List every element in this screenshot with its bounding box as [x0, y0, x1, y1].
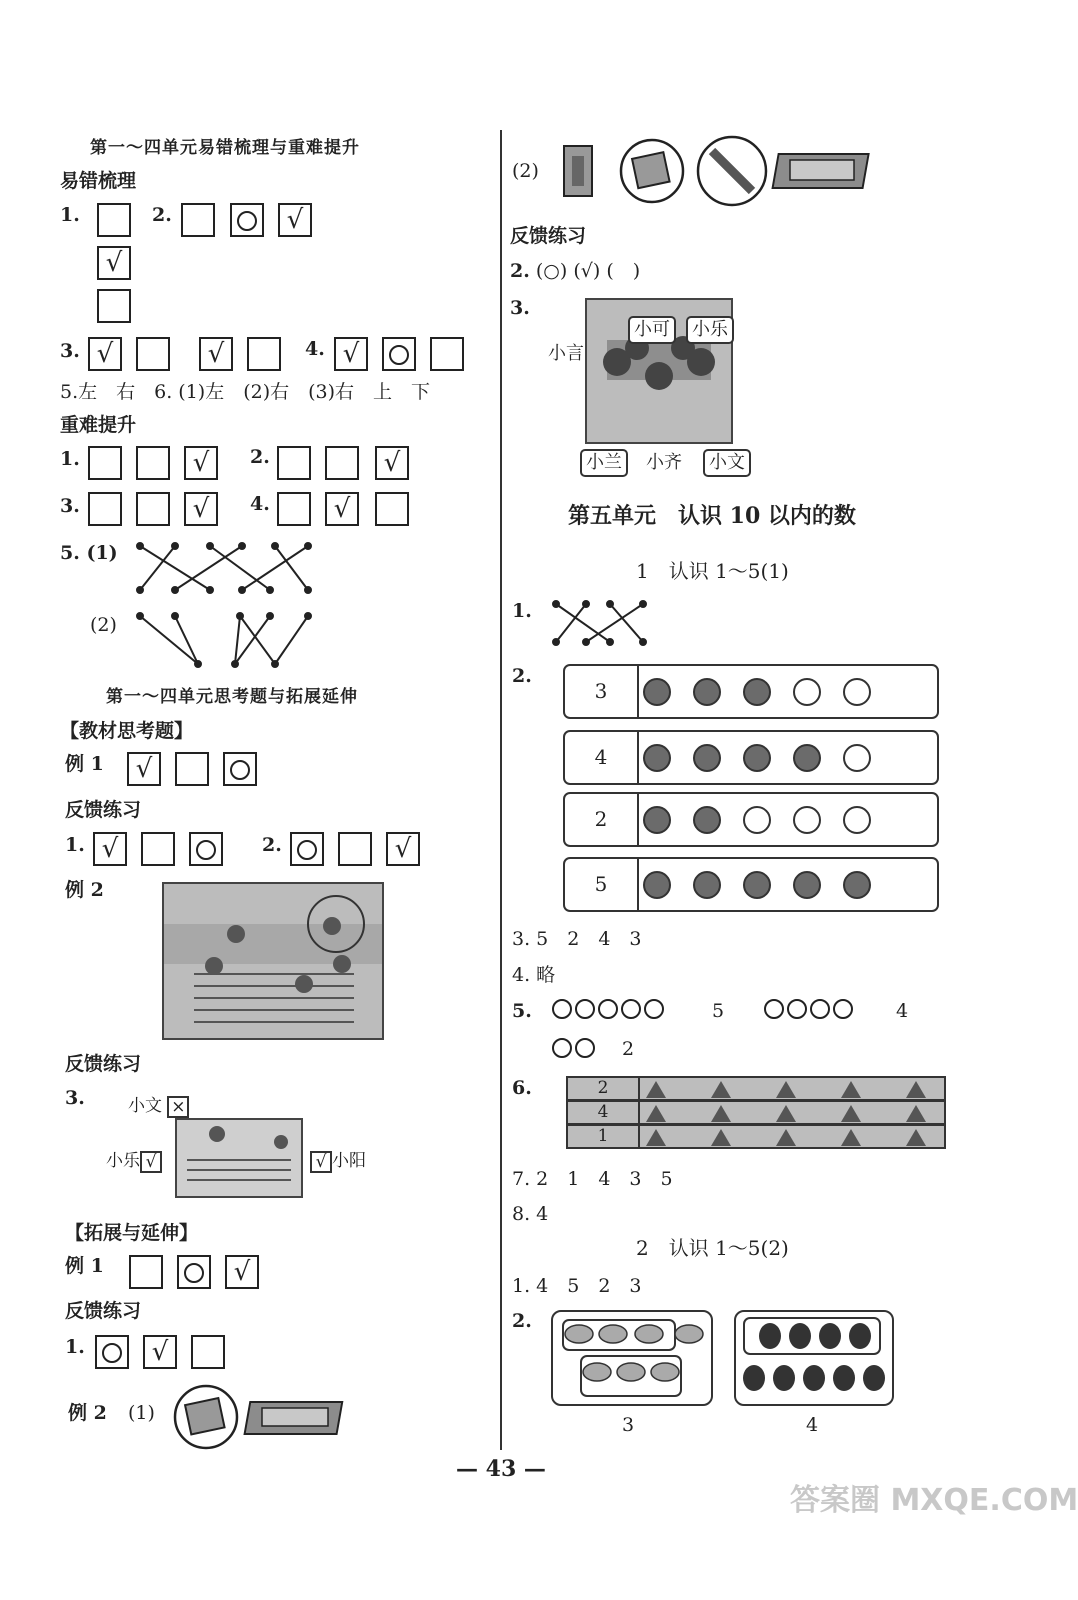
- answer-box: [129, 1255, 163, 1289]
- matching-lines-1: [130, 538, 320, 600]
- filled-dot: [743, 871, 771, 899]
- answer-box: [136, 337, 170, 371]
- answer-box: [247, 337, 281, 371]
- empty-dot: [843, 678, 871, 706]
- subsection-title: 反馈练习: [65, 799, 142, 821]
- example-label: 例 2: [65, 879, 104, 901]
- name-tag-xiaolan: 小兰: [580, 449, 628, 477]
- answer-box: [181, 203, 215, 237]
- empty-dot: [793, 806, 821, 834]
- sharpener-icon: [560, 142, 596, 200]
- triangle-icon: [906, 1129, 926, 1146]
- dot-row: [563, 730, 939, 785]
- filled-dot: [693, 806, 721, 834]
- circle-group-2: [552, 1037, 595, 1058]
- question-number: 2.: [152, 204, 172, 226]
- pencil-box-icon: [774, 146, 874, 194]
- subsection-title: 反馈练习: [65, 1053, 142, 1075]
- triangle-icon: [841, 1081, 861, 1098]
- answer-box: [136, 446, 170, 480]
- question-number: 3.: [60, 340, 80, 362]
- count-value: 4: [896, 1000, 909, 1022]
- answer-box: [338, 832, 372, 866]
- answer-box-check: √: [184, 446, 218, 480]
- subsection-title: 【教材思考题】: [60, 720, 194, 742]
- subsection-title: 易错梳理: [60, 170, 137, 192]
- triangle-icon: [711, 1105, 731, 1122]
- triangle-icon: [776, 1129, 796, 1146]
- answer-box: [88, 446, 122, 480]
- example-label: 例 1: [65, 1255, 104, 1277]
- name-tag-xiaoke: 小可: [628, 316, 676, 344]
- answer-line: 5.左 右 6. (1)左 (2)右 (3)右 上 下: [60, 381, 431, 403]
- empty-dot: [743, 806, 771, 834]
- answer-box-circle: [382, 337, 416, 371]
- lesson-title: 2 认识 1～5(2): [636, 1236, 789, 1260]
- filled-dot: [793, 744, 821, 772]
- example-label: 例 1: [65, 753, 104, 775]
- question-number: 3.: [60, 495, 80, 517]
- answer-box-check: √: [127, 752, 161, 786]
- question-number: 1.: [60, 204, 80, 226]
- answer-box: [430, 337, 464, 371]
- triangle-icon: [646, 1081, 666, 1098]
- answer-box-check: √: [225, 1255, 259, 1289]
- dot-row-number: 2: [565, 794, 639, 845]
- triangle-row-number: 4: [568, 1102, 640, 1123]
- question-part: (2): [512, 160, 539, 182]
- cross-box: ×: [167, 1096, 189, 1118]
- question-number: 4.: [305, 338, 325, 360]
- subsection-title: 【拓展与延伸】: [65, 1222, 199, 1244]
- question-number: 3.: [65, 1087, 85, 1109]
- question-number: 1.: [60, 448, 80, 470]
- section-title: 第一～四单元思考题与拓展延伸: [106, 687, 358, 707]
- question-number: 2.: [512, 665, 532, 687]
- question-number: 5. (1): [60, 542, 118, 564]
- filled-dot: [693, 744, 721, 772]
- answer-line: 7. 2 1 4 3 5: [512, 1168, 673, 1190]
- filled-dot: [843, 871, 871, 899]
- question-part: (1): [128, 1402, 155, 1424]
- name-label-xiaoyang: √ 小阳: [310, 1150, 366, 1173]
- answer-box: [136, 492, 170, 526]
- triangle-row: [566, 1076, 946, 1101]
- mushroom-group: [551, 1310, 713, 1406]
- question-number: 2.: [262, 834, 282, 856]
- filled-dot: [643, 806, 671, 834]
- cross-matching-lines: [548, 596, 658, 650]
- matching-lines-2: [130, 606, 320, 672]
- name-label-xiaoqi: 小齐: [646, 452, 682, 473]
- pencil-circled-icon: [694, 133, 770, 209]
- name-tag-xiaole: 小乐: [686, 316, 734, 344]
- check-box: √: [140, 1151, 162, 1173]
- question-number: 2.: [512, 1310, 532, 1332]
- check-box: √: [310, 1151, 332, 1173]
- filled-dot: [693, 871, 721, 899]
- question-number: 5.: [512, 1000, 532, 1022]
- answer-box-circle: [177, 1255, 211, 1289]
- dot-row-number: 4: [565, 732, 639, 783]
- filled-dot: [743, 678, 771, 706]
- eraser-circled-icon: [172, 1383, 240, 1451]
- dot-row: [563, 857, 939, 912]
- watermark: 答案圈 MXQE.COM: [790, 1483, 1078, 1518]
- triangle-icon: [776, 1081, 796, 1098]
- triangle-icon: [841, 1129, 861, 1146]
- filled-dot: [793, 871, 821, 899]
- triangle-icon: [711, 1081, 731, 1098]
- question-number: 3.: [510, 297, 530, 319]
- column-divider: [500, 130, 502, 1450]
- circle-group-5: [552, 998, 664, 1019]
- count-value: 4: [806, 1414, 819, 1436]
- filled-dot: [643, 871, 671, 899]
- answer-box-check: √: [184, 492, 218, 526]
- question-part: (2): [90, 614, 117, 636]
- name-label-xiaowen: 小文 ×: [128, 1095, 189, 1118]
- answer-box-circle: [230, 203, 264, 237]
- answer-box-check: √: [375, 446, 409, 480]
- answer-box: [375, 492, 409, 526]
- answer-line: 2. (○) (√) ( ): [510, 260, 641, 282]
- answer-box-circle: [290, 832, 324, 866]
- answer-box: [191, 1335, 225, 1369]
- section-title: 第一～四单元易错梳理与重难提升: [90, 138, 360, 158]
- count-value: 2: [622, 1038, 635, 1060]
- triangle-icon: [776, 1105, 796, 1122]
- filled-dot: [643, 744, 671, 772]
- filled-dot: [743, 744, 771, 772]
- triangle-icon: [841, 1105, 861, 1122]
- answer-box-check: √: [97, 246, 131, 280]
- answer-box: [88, 492, 122, 526]
- dot-row-number: 3: [565, 666, 639, 717]
- triangle-icon: [646, 1129, 666, 1146]
- triangle-icon: [646, 1105, 666, 1122]
- circle-group-4: [764, 998, 853, 1019]
- subsection-title: 反馈练习: [65, 1300, 142, 1322]
- stairs-illustration: [162, 882, 384, 1040]
- dot-row: [563, 792, 939, 847]
- name-label-xiaole: 小乐 √: [106, 1150, 162, 1173]
- answer-box-check: √: [88, 337, 122, 371]
- answer-line: 4. 略: [512, 964, 556, 986]
- answer-box-circle: [95, 1335, 129, 1369]
- answer-box-check: √: [278, 203, 312, 237]
- example-label: 例 2: [68, 1402, 107, 1424]
- count-value: 5: [712, 1000, 725, 1022]
- answer-box-check: √: [199, 337, 233, 371]
- page-number: — 43 —: [456, 1456, 546, 1482]
- question-number: 1.: [512, 600, 532, 622]
- count-value: 3: [622, 1414, 635, 1436]
- answer-box: [277, 492, 311, 526]
- answer-box-check: √: [93, 832, 127, 866]
- stairs-small-illustration: [175, 1118, 303, 1198]
- answer-box: [277, 446, 311, 480]
- question-number: 4.: [250, 493, 270, 515]
- answer-box-check: √: [325, 492, 359, 526]
- strawberry-group: [734, 1310, 894, 1406]
- question-number: 2.: [250, 446, 270, 468]
- unit-title: 第五单元 认识 10 以内的数: [568, 503, 856, 529]
- empty-dot: [793, 678, 821, 706]
- eraser-circled-icon: [618, 137, 686, 205]
- answer-box: [141, 832, 175, 866]
- triangle-icon: [906, 1081, 926, 1098]
- answer-box: [97, 289, 131, 323]
- answer-box-check: √: [334, 337, 368, 371]
- filled-dot: [643, 678, 671, 706]
- answer-line: 8. 4: [512, 1203, 549, 1225]
- triangle-icon: [906, 1105, 926, 1122]
- dot-row-number: 5: [565, 859, 639, 910]
- answer-box: [175, 752, 209, 786]
- triangle-icon: [711, 1129, 731, 1146]
- pencil-box-icon: [248, 1392, 348, 1440]
- answer-box-check: √: [143, 1335, 177, 1369]
- triangle-row: [566, 1100, 946, 1125]
- filled-dot: [693, 678, 721, 706]
- triangle-row-number: 2: [568, 1078, 640, 1099]
- triangle-row-number: 1: [568, 1126, 640, 1147]
- answer-box: [325, 446, 359, 480]
- answer-line: 1. 4 5 2 3: [512, 1275, 642, 1297]
- triangle-row: [566, 1124, 946, 1149]
- answer-box-check: √: [386, 832, 420, 866]
- dot-row: [563, 664, 939, 719]
- question-number: 1.: [65, 1336, 85, 1358]
- empty-dot: [843, 806, 871, 834]
- answer-box-circle: [223, 752, 257, 786]
- question-number: 6.: [512, 1077, 532, 1099]
- subsection-title: 反馈练习: [510, 225, 587, 247]
- name-label-xiaoyan: 小言: [548, 343, 584, 364]
- name-tag-xiaowen: 小文: [703, 449, 751, 477]
- answer-box: [97, 203, 131, 237]
- subsection-title: 重难提升: [60, 414, 137, 436]
- lesson-title: 1 认识 1～5(1): [636, 559, 789, 583]
- answer-line: 3. 5 2 4 3: [512, 928, 642, 950]
- empty-dot: [843, 744, 871, 772]
- answer-box-circle: [189, 832, 223, 866]
- question-number: 1.: [65, 834, 85, 856]
